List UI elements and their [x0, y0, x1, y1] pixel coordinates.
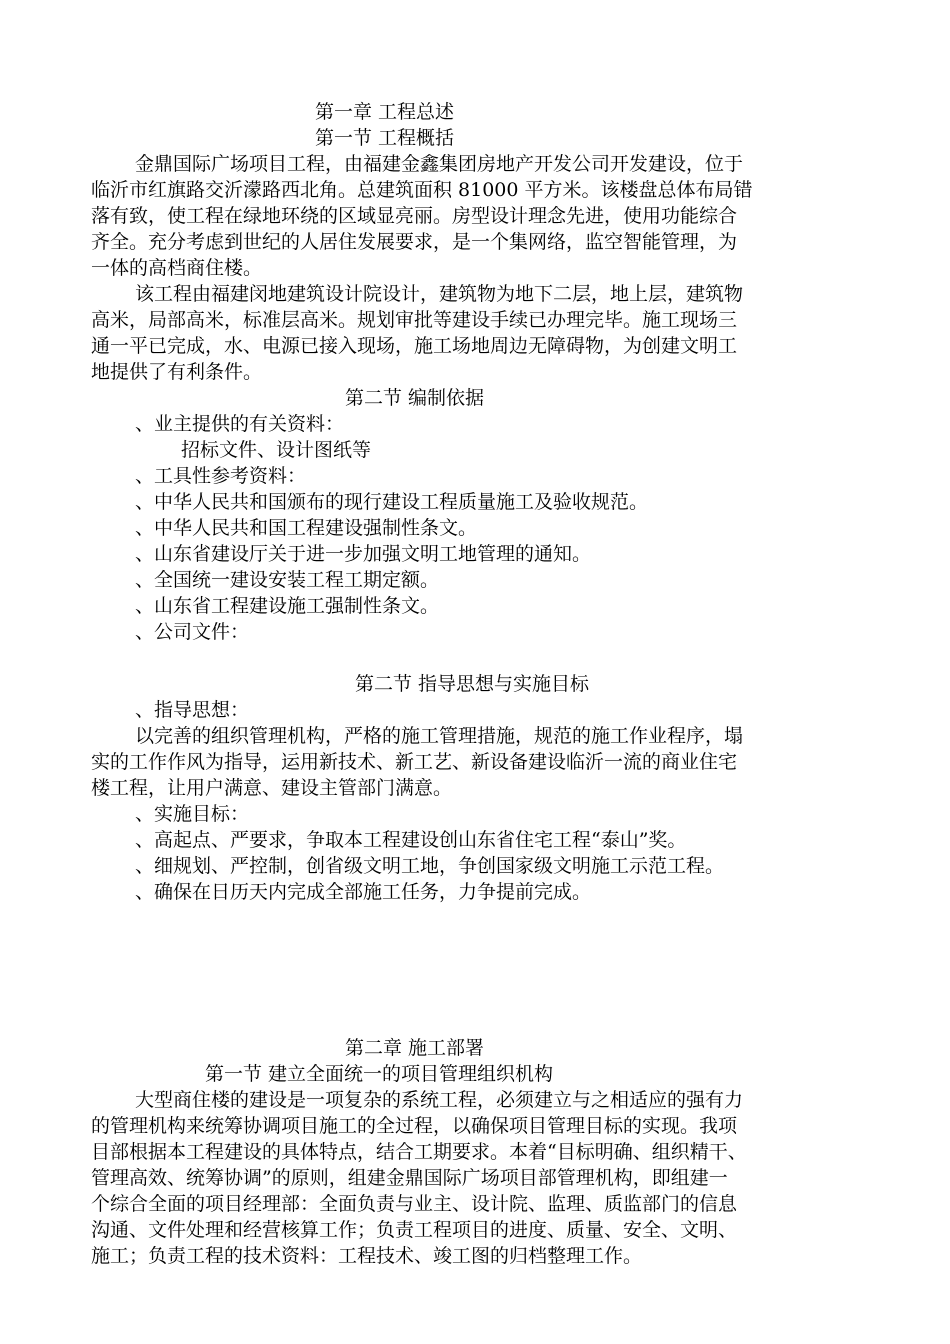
paragraph-line: 落有致，使工程在绿地环绕的区域显亮丽。房型设计理念先进，使用功能综合	[91, 205, 738, 227]
list-item: 、细规划、严控制，创省级文明工地，争创国家级文明施工示范工程。	[135, 855, 725, 877]
paragraph-line: 该工程由福建闵地建筑设计院设计，建筑物为地下二层，地上层，建筑物	[135, 283, 744, 305]
list-item: 、全国统一建设安装工程工期定额。	[135, 569, 440, 591]
list-item: 、公司文件：	[135, 621, 250, 643]
list-item: 、业主提供的有关资料：	[135, 413, 345, 435]
paragraph-line: 管理高效、统筹协调”的原则，组建金鼎国际广场项目部管理机构，即组建一	[91, 1167, 728, 1189]
section-2-1-title: 第一节 建立全面统一的项目管理组织机构	[205, 1063, 554, 1085]
paragraph-line: 地提供了有利条件。	[91, 361, 263, 383]
paragraph-line: 金鼎国际广场项目工程，由福建金鑫集团房地产开发公司开发建设，位于	[135, 153, 744, 175]
paragraph-line: 通一平已完成，水、电源已接入现场，施工场地周边无障碍物，为创建文明工	[91, 335, 738, 357]
paragraph-line: 的管理机构来统筹协调项目施工的全过程，以确保项目管理目标的实现。我项	[91, 1115, 738, 1137]
list-item: 、山东省工程建设施工强制性条文。	[135, 595, 440, 617]
section-1-1-title: 第一节 工程概括	[315, 127, 455, 149]
paragraph-line: 沟通、文件处理和经营核算工作；负责工程项目的进度、质量、安全、文明、	[91, 1219, 738, 1241]
paragraph-line: 个综合全面的项目经理部：全面负责与业主、设计院、监理、质监部门的信息	[91, 1193, 738, 1215]
paragraph-line: 大型商住楼的建设是一项复杂的系统工程，必须建立与之相适应的强有力	[135, 1089, 744, 1111]
paragraph-line: 目部根据本工程建设的具体特点，结合工期要求。本着“目标明确、组织精干、	[91, 1141, 747, 1163]
paragraph-line: 施工；负责工程的技术资料：工程技术、竣工图的归档整理工作。	[91, 1245, 643, 1267]
section-1-3-title: 第二节 指导思想与实施目标	[355, 673, 590, 695]
chapter-1-title: 第一章 工程总述	[315, 101, 455, 123]
chapter-2-title: 第二章 施工部署	[345, 1037, 485, 1059]
paragraph-line: 齐全。充分考虑到世纪的人居住发展要求，是一个集网络，监空智能管理，为	[91, 231, 738, 253]
paragraph-line: 临沂市红旗路交沂濛路西北角。总建筑面积 81000 平方米。该楼盘总体布局错	[91, 179, 753, 201]
paragraph-line: 高米，局部高米，标准层高米。规划审批等建设手续已办理完毕。施工现场三	[91, 309, 738, 331]
list-item: 、中华人民共和国颁布的现行建设工程质量施工及验收规范。	[135, 491, 649, 513]
section-1-2-title: 第二节 编制依据	[345, 387, 485, 409]
list-item: 、山东省建设厅关于进一步加强文明工地管理的通知。	[135, 543, 592, 565]
paragraph-line: 楼工程，让用户满意、建设主管部门满意。	[91, 777, 453, 799]
paragraph-line: 一体的高档商住楼。	[91, 257, 263, 279]
list-item: 、指导思想：	[135, 699, 250, 721]
list-item: 招标文件、设计图纸等	[181, 439, 372, 461]
list-item: 、工具性参考资料：	[135, 465, 307, 487]
list-item: 、中华人民共和国工程建设强制性条文。	[135, 517, 478, 539]
list-item: 、确保在日历天内完成全部施工任务，力争提前完成。	[135, 881, 592, 903]
paragraph-line: 以完善的组织管理机构，严格的施工管理措施，规范的施工作业程序，塌	[135, 725, 744, 747]
list-item: 、高起点、严要求，争取本工程建设创山东省住宅工程“泰山”奖。	[135, 829, 687, 851]
list-item: 、实施目标：	[135, 803, 250, 825]
paragraph-line: 实的工作作风为指导，运用新技术、新工艺、新设备建设临沂一流的商业住宅	[91, 751, 738, 773]
